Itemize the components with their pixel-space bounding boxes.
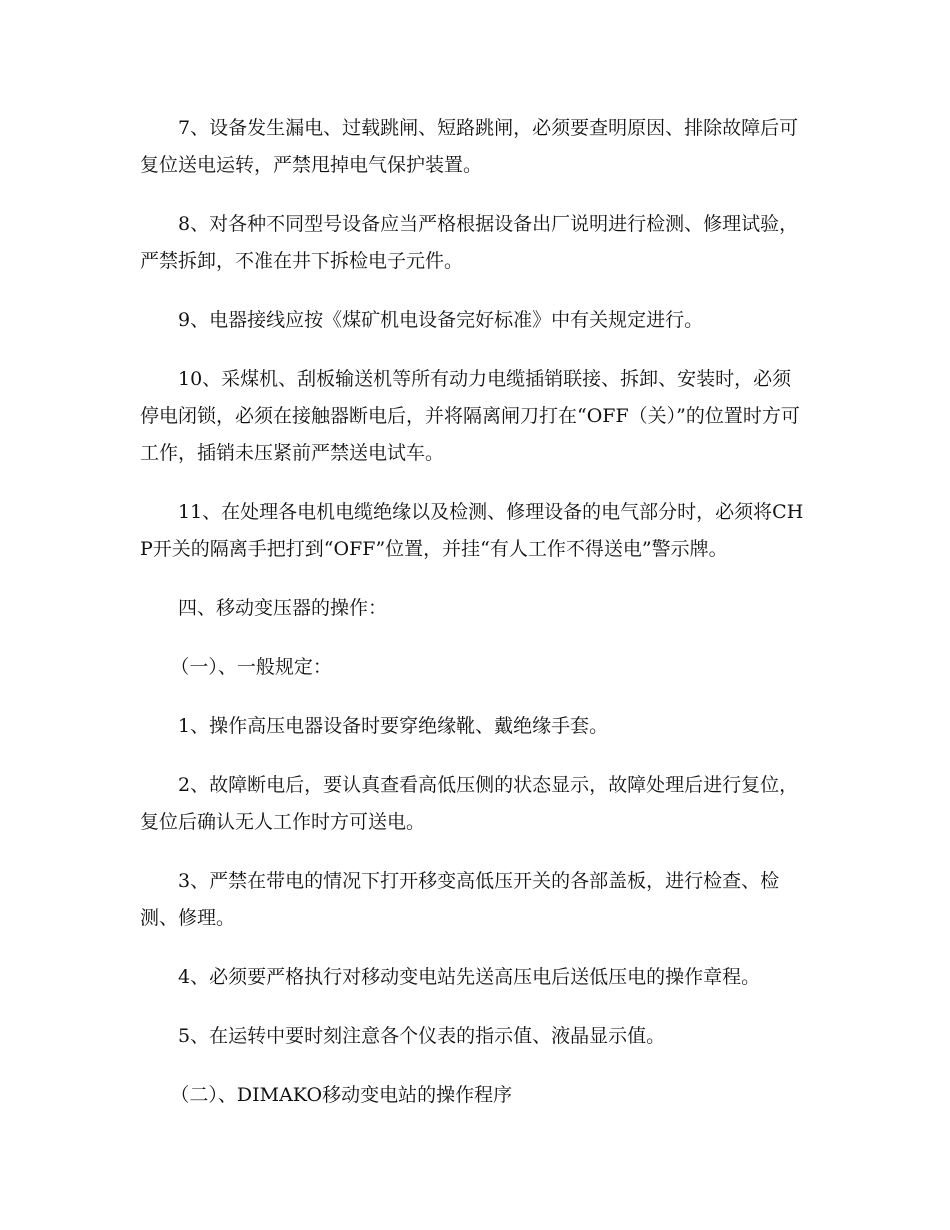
document-body [140,110,810,1132]
rule-item-3: 3、严禁在带电的情况下打开移变高低压开关的各部盖板，进行检查、检测、修理。 [140,870,780,929]
paragraph-item-8: 8、对各种不同型号设备应当严格根据设备出厂说明进行检测、修理试验，严禁拆卸，不准在井下拆检电子元件。 [140,213,799,272]
subsection-heading-dimako: （二）、DIMAKO移动变电站的操作程序 [170,1084,513,1106]
section-heading-four: 四、移动变压器的操作： [178,597,388,619]
paragraph-item-9: 9、电器接线应按《煤矿机电设备完好标准》中有关规定进行。 [178,309,704,331]
subsection-heading-general: （一）、一般规定： [170,656,332,678]
rule-item-1: 1、操作高压电器设备时要穿绝缘靴、戴绝缘手套。 [178,715,609,737]
rule-item-4: 4、必须要严格执行对移动变电站先送高压电后送低压电的操作章程。 [178,966,761,988]
paragraph-item-10: 10、采煤机、刮板输送机等所有动力电缆插销联接、拆卸、安装时，必须停电闭锁，必须在接触器断电后，并将隔离闸刀打在“OFF（关）”的位置时方可工作，插销未压紧前严禁送电试车。 [140,368,800,464]
paragraph-item-11: 11、在处理各电机电缆绝缘以及检测、修理设备的电气部分时，必须将CHP开关的隔离手把打到“OFF”位置，并挂“有人工作不得送电”警示牌。 [140,501,804,560]
rule-item-5: 5、在运转中要时刻注意各个仪表的指示值、液晶显示值。 [178,1025,666,1047]
paragraph-item-7: 7、设备发生漏电、过载跳闸、短路跳闸，必须要查明原因、排除故障后可复位送电运转，严禁甩掉电气保护装置。 [140,117,799,176]
rule-item-2: 2、故障断电后，要认真查看高低压侧的状态显示，故障处理后进行复位，复位后确认无人工作时方可送电。 [140,774,799,833]
